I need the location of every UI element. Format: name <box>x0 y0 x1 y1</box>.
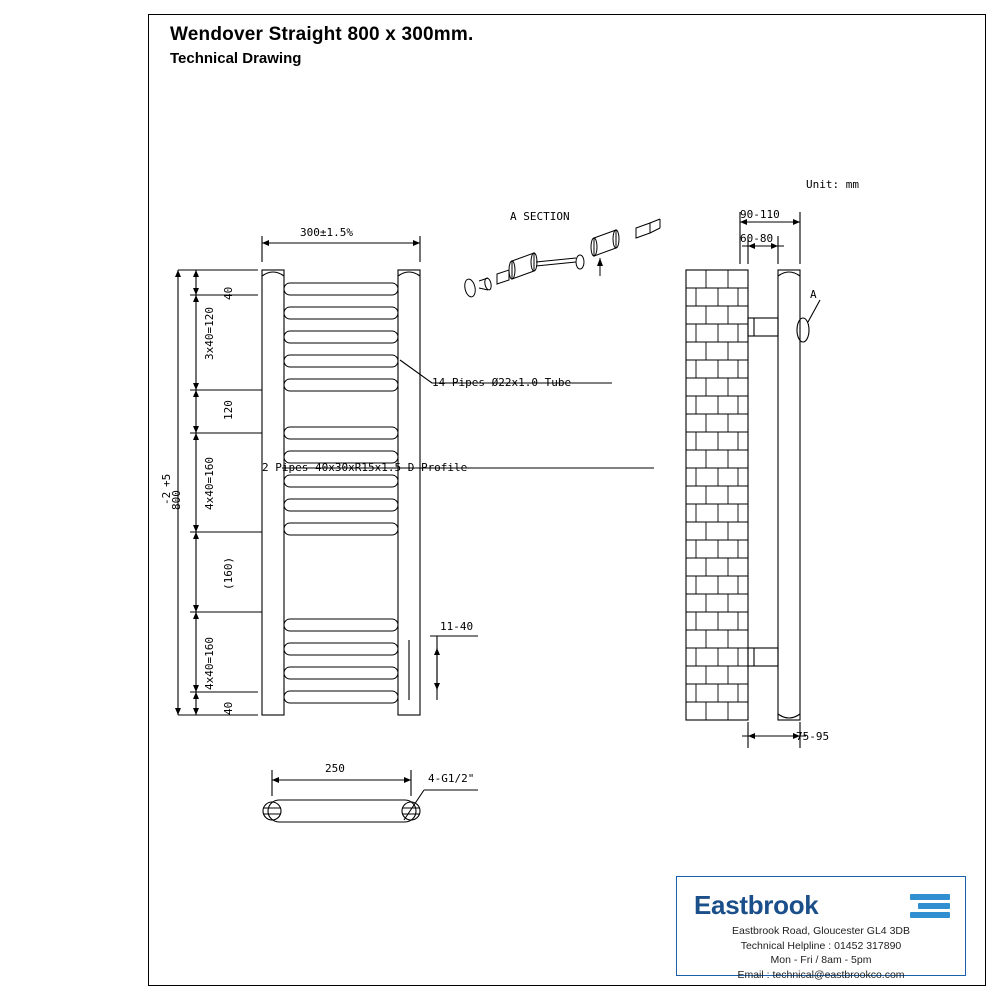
dim-3x40-label: 3x40=120 <box>203 307 216 360</box>
eastbrook-logo-icon <box>910 894 950 918</box>
dim-height-tol-plus: +5 <box>160 473 173 487</box>
dim-plan-width: 250 <box>325 762 345 775</box>
footer-contact <box>676 924 966 982</box>
dim-height-label: 800 <box>170 490 183 510</box>
dim-depth-bracket: 60-80 <box>740 232 774 245</box>
note-thread: 4-G1/2" <box>428 772 475 785</box>
dim-bottom-gap-label: 40 <box>222 701 235 715</box>
dim-width-label: 300±1.5% <box>300 226 353 239</box>
dim-4x40-lower-label: 4x40=160 <box>203 637 216 690</box>
footer-helpline: Technical Helpline : 01452 317890 <box>740 939 902 952</box>
brand-row <box>694 890 950 921</box>
detail-marker-a: A <box>810 288 817 301</box>
dim-valve-spacing: 11-40 <box>440 620 474 633</box>
note-pipes: 14 Pipes Ø22x1.0 Tube <box>432 376 572 389</box>
dim-160-bracket-label: (160) <box>222 556 235 590</box>
brand-name: Eastbrook <box>694 890 819 920</box>
footer-address: Eastbrook Road, Gloucester GL4 3DB <box>731 925 910 937</box>
dim-top-gap-label: 40 <box>222 286 235 300</box>
dim-120-label: 120 <box>222 400 235 420</box>
section-label: A SECTION <box>510 210 570 223</box>
page-subtitle: Technical Drawing <box>170 50 302 67</box>
note-profile: 2 Pipes 40x30xR15x1.5 D Profile <box>262 461 468 474</box>
dim-height-tol-minus: -2 <box>160 491 173 505</box>
footer-email: Email : technical@eastbrookco.com <box>737 968 905 981</box>
dim-4x40-upper-label: 4x40=160 <box>203 457 216 510</box>
dim-depth-bottom: 75-95 <box>796 730 830 743</box>
footer-hours: Mon - Fri / 8am - 5pm <box>770 954 872 966</box>
page-title: Wendover Straight 800 x 300mm. <box>170 24 474 45</box>
dim-depth-top: 90-110 <box>740 208 780 221</box>
unit-note: Unit: mm <box>806 178 859 191</box>
